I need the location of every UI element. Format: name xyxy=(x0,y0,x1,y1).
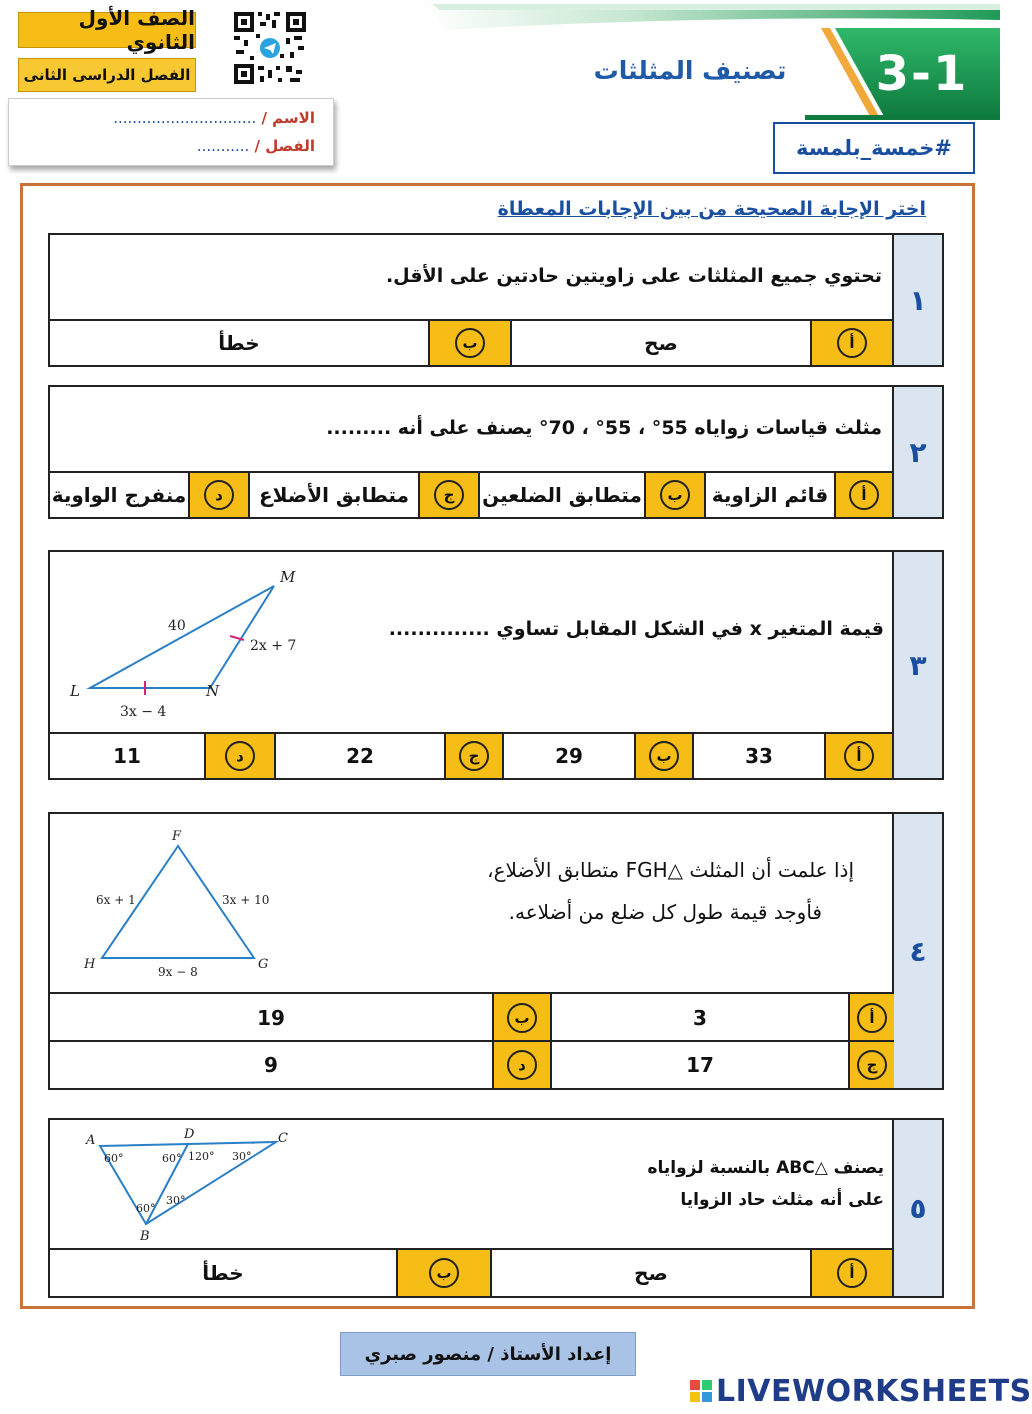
vertex-b: B xyxy=(140,1229,150,1244)
option-a-badge[interactable]: أ xyxy=(824,734,894,778)
liveworksheets-brand[interactable]: LIVEWORKSHEETS xyxy=(716,1374,1032,1409)
question-text-line-2: فأوجد قيمة طول كل ضلع من أضلاعه. xyxy=(508,900,822,924)
option-d-badge[interactable]: د xyxy=(188,473,250,517)
vertex-l: L xyxy=(70,682,80,700)
options-row-2 xyxy=(50,1040,894,1088)
option-c[interactable]: 22 xyxy=(346,744,374,768)
option-b[interactable]: خطأ xyxy=(202,1261,244,1285)
question-number: ٥ xyxy=(892,1120,942,1296)
instructions: اختر الإجابة الصحيحة من بين الإجابات المعطاة xyxy=(497,198,926,220)
triangle-abc-figure xyxy=(80,1124,340,1246)
option-a[interactable]: صح xyxy=(644,331,678,355)
option-d-badge[interactable]: د xyxy=(492,1042,552,1088)
question-3 xyxy=(48,550,944,780)
side-hg-label: 9x − 8 xyxy=(158,965,198,979)
option-d[interactable]: منفرج الواوية xyxy=(51,483,187,507)
option-a[interactable]: صح xyxy=(634,1261,668,1285)
name-label: الاسم / xyxy=(261,109,315,127)
option-c[interactable]: متطابق الأضلاع xyxy=(259,483,409,507)
side-ml-label: 40 xyxy=(168,618,186,634)
angle-dbc: 30° xyxy=(166,1194,186,1207)
question-number: ٣ xyxy=(892,552,942,778)
vertex-n: N xyxy=(206,682,220,700)
question-4 xyxy=(48,812,944,1090)
angle-adb: 60° xyxy=(162,1152,182,1165)
question-number: ١ xyxy=(892,235,942,365)
term-label: الفصل الدراسى الثانى xyxy=(18,58,196,92)
options-row xyxy=(50,319,894,365)
angle-bdc: 120° xyxy=(188,1150,215,1163)
side-ln-label: 3x − 4 xyxy=(120,704,167,720)
angle-c: 30° xyxy=(232,1150,252,1163)
lesson-number: 3-1 xyxy=(875,46,969,102)
option-b-badge[interactable]: ب xyxy=(492,994,552,1042)
triangle-lmn-figure xyxy=(64,564,364,724)
angle-a: 60° xyxy=(104,1152,124,1165)
option-c[interactable]: 17 xyxy=(686,1053,714,1077)
vertex-a: A xyxy=(86,1133,96,1148)
liveworksheets-logo-icon xyxy=(690,1380,712,1402)
option-a[interactable]: 33 xyxy=(745,744,773,768)
question-text-line-1: إذا علمت أن المثلث △FGH متطابق الأضلاع، xyxy=(487,858,854,882)
hashtag-box: #خمسة_بلمسة xyxy=(773,122,975,174)
option-d[interactable]: 9 xyxy=(264,1053,278,1077)
qr-code-icon[interactable] xyxy=(232,10,308,86)
vertex-h: H xyxy=(84,957,96,972)
option-a[interactable]: 3 xyxy=(693,1006,707,1030)
student-info-box xyxy=(8,98,334,166)
option-a-badge[interactable]: أ xyxy=(810,1250,894,1296)
option-c-badge[interactable]: ج xyxy=(418,473,480,517)
side-fh-label: 6x + 1 xyxy=(96,893,136,907)
option-b-badge[interactable]: ب xyxy=(634,734,694,778)
option-b[interactable]: 29 xyxy=(555,744,583,768)
option-b-badge[interactable]: ب xyxy=(644,473,706,517)
option-c-badge[interactable]: ج xyxy=(444,734,504,778)
vertex-f: F xyxy=(172,829,182,844)
options-row xyxy=(50,732,894,778)
option-b-badge[interactable]: ب xyxy=(428,321,512,365)
option-a-badge[interactable]: أ xyxy=(810,321,894,365)
name-dots: .............................. xyxy=(113,109,257,127)
name-line[interactable] xyxy=(113,109,315,127)
question-text: تحتوي جميع المثلثات على زاويتين حادتين على الأقل. xyxy=(385,265,882,287)
options-row xyxy=(50,471,894,517)
option-b-badge[interactable]: ب xyxy=(396,1250,492,1296)
question-1 xyxy=(48,233,944,367)
question-number: ٢ xyxy=(892,387,942,517)
class-label: الفصل / xyxy=(254,137,315,155)
question-text-line-2: على أنه مثلث حاد الزوايا xyxy=(680,1190,884,1210)
vertex-c: C xyxy=(278,1131,288,1146)
option-c-badge[interactable]: ج xyxy=(848,1042,894,1088)
question-number: ٤ xyxy=(892,814,942,1088)
vertex-g: G xyxy=(258,957,269,972)
triangle-fgh-figure xyxy=(74,822,334,988)
question-2 xyxy=(48,385,944,519)
author-credit: إعداد الأستاذ / منصور صبري xyxy=(340,1332,636,1376)
question-text: مثلث قياسات زواياه 55° ، 55° ، 70° يصنف على أنه ......... xyxy=(326,417,882,439)
vertex-d: D xyxy=(184,1127,195,1142)
question-text-line-1: يصنف △ABC بالنسبة لزواياه xyxy=(647,1158,884,1178)
option-a-badge[interactable]: أ xyxy=(848,994,894,1042)
question-5 xyxy=(48,1118,944,1298)
option-d[interactable]: 11 xyxy=(113,744,141,768)
angle-abd: 60° xyxy=(136,1202,156,1215)
option-d-badge[interactable]: د xyxy=(204,734,276,778)
grade-label: الصف الأول الثانوي xyxy=(18,12,196,48)
option-b[interactable]: خطأ xyxy=(218,331,260,355)
options-row xyxy=(50,1248,894,1296)
option-b[interactable]: متطابق الضلعين xyxy=(482,483,642,507)
lesson-title: تصنيف المثلثات xyxy=(593,56,787,85)
question-text: قيمة المتغير x في الشكل المقابل تساوي .............. xyxy=(388,618,884,640)
class-line[interactable] xyxy=(197,137,315,155)
side-fg-label: 3x + 10 xyxy=(222,893,270,907)
options-row-1 xyxy=(50,992,894,1042)
side-mn-label: 2x + 7 xyxy=(250,638,297,654)
option-b[interactable]: 19 xyxy=(257,1006,285,1030)
class-dots: ........... xyxy=(196,137,250,155)
vertex-m: M xyxy=(280,568,296,586)
option-a-badge[interactable]: أ xyxy=(834,473,894,517)
option-a[interactable]: قائم الزاوية xyxy=(711,483,829,507)
